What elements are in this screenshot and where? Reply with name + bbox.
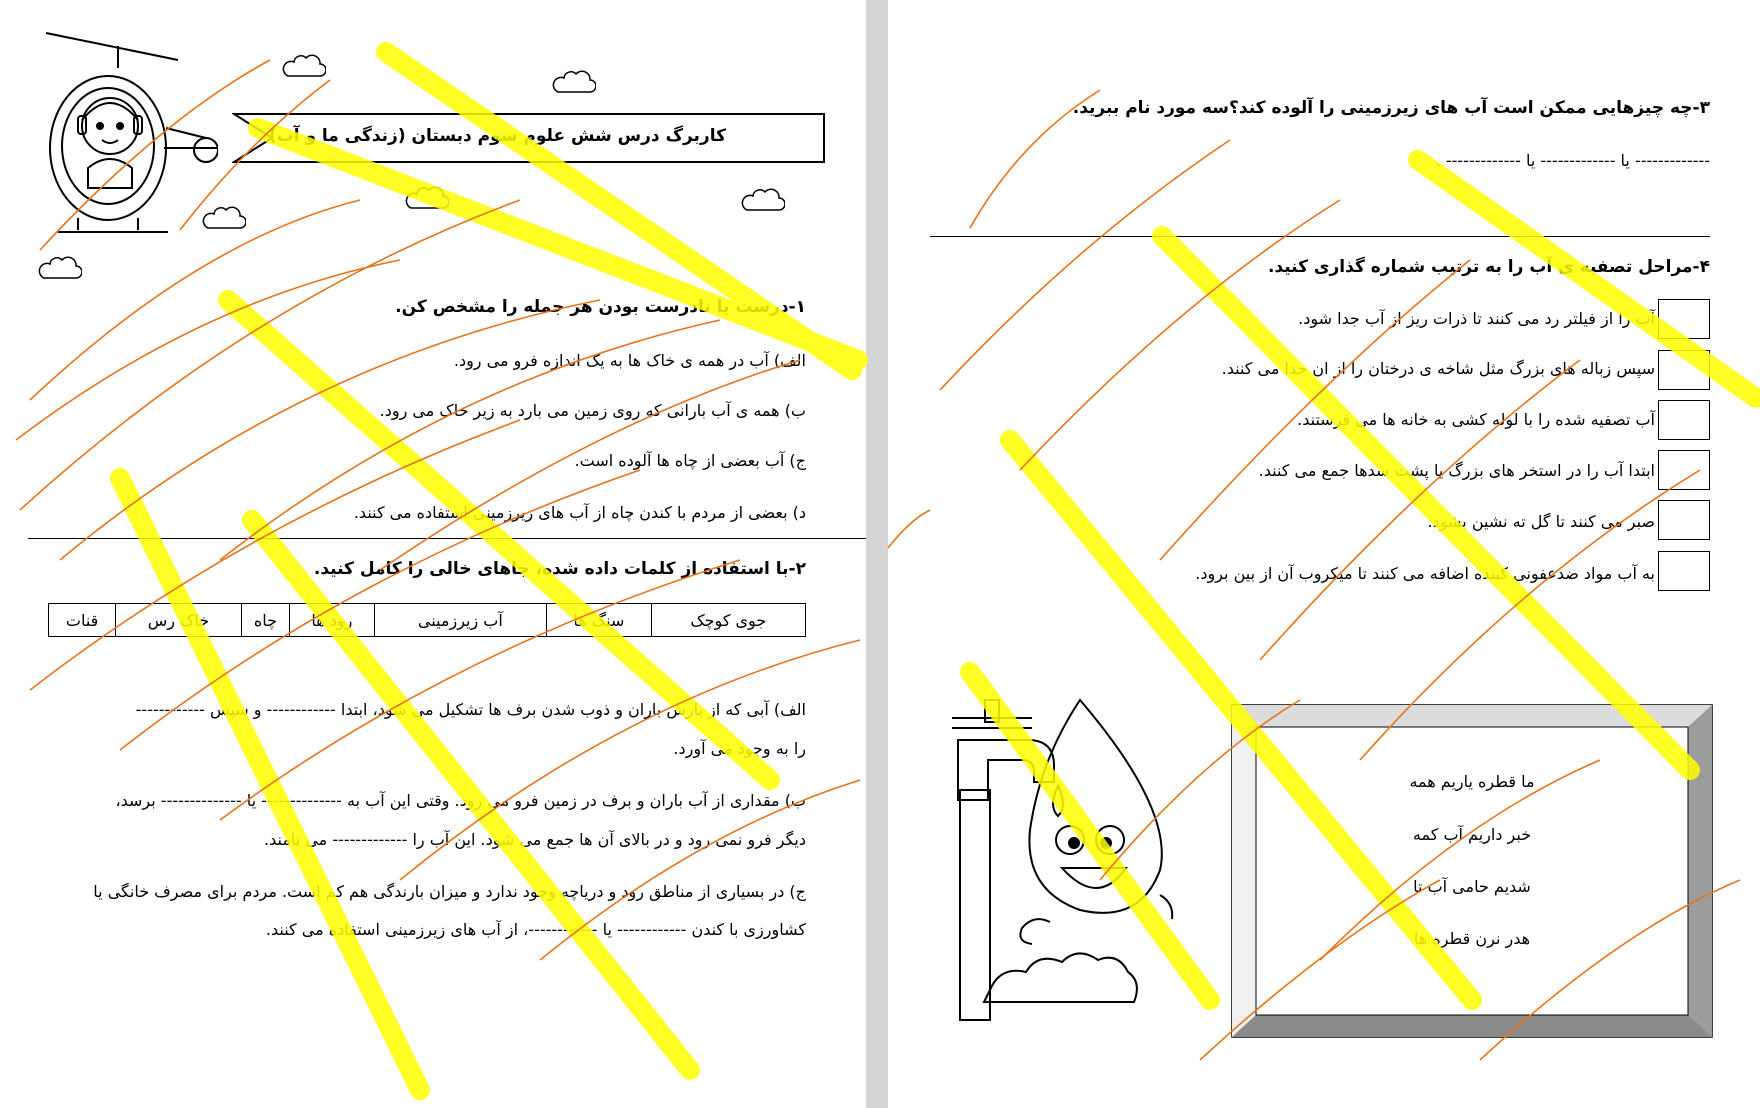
q2-sentence-line: کشاورزی با کندن ------------ یا ------------، از آب های زیرزمینی استفاده می کنند. [265, 920, 806, 939]
q2-sentence-line: دیگر فرو نمی رود و در بالای آن ها جمع می شود. این آب را ------------- می نامند. [264, 830, 806, 849]
word-bank-cell: سنگ ها [547, 604, 651, 637]
q4-heading: ۴-مراحل تصفیه ی آب را به ترتیب شماره گذاری کنید. [1267, 257, 1710, 277]
q2-sentence-line: ب) مقداری از آب باران و برف در زمین فرو می رود. وقتی این آب به -------------- یا -------------- برسد، [115, 791, 806, 810]
helicopter-boy-illustration [38, 28, 218, 253]
step-number-box[interactable] [1658, 500, 1710, 540]
q1-heading: ۱-درست یا نادرست بودن هر جمله را مشخص کن. [395, 297, 806, 317]
q2-sentence-line: را به وجود می آورد. [673, 739, 806, 758]
q4-step: به آب مواد ضدعفونی کننده اضافه می کنند تا میکروب آن از بین برود. [1195, 564, 1655, 583]
faucet-water-drop-illustration [950, 690, 1220, 1040]
q4-step: سپس زباله های بزرگ مثل شاخه ی درختان را از ان جدا می کنند. [1221, 359, 1655, 378]
word-bank-cell: جوی کوچک [651, 604, 805, 637]
q3-answer-blanks: ------------- یا ------------- یا ------------- . [1435, 151, 1710, 170]
q1-item: د) بعضی از مردم با کندن چاه از آب های زیرزمینی استفاده می کنند. [353, 503, 806, 522]
section-divider [28, 538, 866, 539]
word-bank-cell: خاک رس [116, 604, 241, 637]
q1-item: ب) همه ی آب بارانی که روی زمین می بارد به زیر خاک می رود. [379, 401, 806, 420]
q4-step: آب تصفیه شده را با لوله کشی به خانه ها می فرستند. [1297, 410, 1655, 429]
step-number-box[interactable] [1658, 299, 1710, 339]
cloud-icon [552, 68, 596, 96]
step-number-box[interactable] [1658, 551, 1710, 591]
q2-sentence-line: ج) در بسیاری از مناطق رود و دریاچه وجود ندارد و میزان بارندگی هم کم است. مردم برای مصرف خانگی یا [93, 882, 806, 901]
worksheet-title: کاربرگ درس شش علوم سوم دبستان (زندگی ما و آب) [268, 126, 726, 146]
step-number-box[interactable] [1658, 400, 1710, 440]
q2-sentence-line: الف) آبی که از بارش باران و ذوب شدن برف ها تشکیل می شود، ابتدا ------------ و سپس ------------ [135, 700, 806, 719]
poem-frame [1230, 703, 1714, 1039]
worksheet-page-right [888, 0, 1760, 1108]
q2-heading: ۲-با استفاده از کلمات داده شده، جاهای خالی را کامل کنید. [313, 559, 806, 579]
word-bank-cell: چاه [241, 604, 290, 637]
step-number-box[interactable] [1658, 350, 1710, 390]
cloud-icon [405, 184, 449, 212]
worksheet-page-left [0, 0, 866, 1108]
q3-heading: ۳-چه چیزهایی ممکن است آب های زیرزمینی را آلوده کند؟سه مورد نام ببرید. [1072, 98, 1710, 118]
word-bank-table [48, 603, 806, 637]
cloud-icon [741, 186, 785, 214]
page-gutter [866, 0, 888, 1108]
poem-line: هدر نرن قطره ها [1413, 929, 1531, 948]
cloud-icon [202, 204, 246, 232]
q1-item: الف) آب در همه ی خاک ها به یک اندازه فرو می رود. [453, 351, 806, 370]
q4-step: آب را از فیلتر رد می کنند تا ذرات ریز از آب جدا شود. [1298, 309, 1655, 328]
word-bank-cell: رود ها [290, 604, 374, 637]
poem-line: شدیم حامی آب تا [1413, 877, 1531, 896]
q4-step: ابتدا آب را در استخر های بزرگ یا پشت سدها جمع می کنند. [1258, 461, 1655, 480]
word-bank-cell: آب زیرزمینی [374, 604, 547, 637]
section-divider [930, 236, 1710, 237]
cloud-icon [282, 52, 326, 80]
word-bank-cell: قنات [49, 604, 116, 637]
cloud-icon [38, 254, 82, 282]
q1-item: ج) آب بعضی از چاه ها آلوده است. [574, 451, 806, 470]
q4-step: صبر می کنند تا گل ته نشین بشود. [1427, 512, 1655, 531]
step-number-box[interactable] [1658, 450, 1710, 490]
poem-line: ما قطره یاریم همه [1409, 772, 1535, 791]
poem-line: خبر داریم آب کمه [1412, 825, 1532, 844]
